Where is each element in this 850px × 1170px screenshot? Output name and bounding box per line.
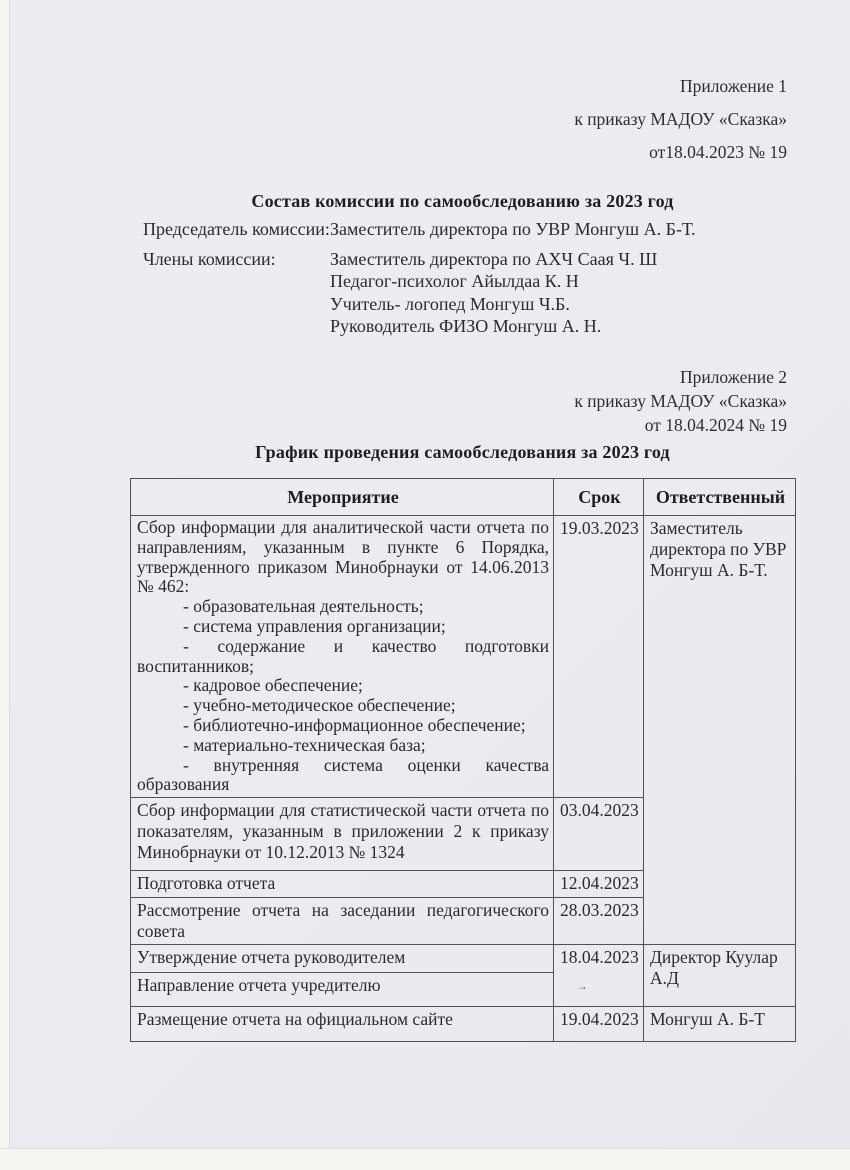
chair-label: Председатель комиссии: <box>143 219 330 239</box>
appendix2-block <box>574 365 787 437</box>
members-label: Члены комиссии: <box>143 248 276 269</box>
member-item: Учитель- логопед Монгуш Ч.Б. <box>330 293 570 314</box>
commission-members-row <box>143 248 793 338</box>
activity-cell-sending: Направление отчета учредителю <box>131 973 554 1007</box>
chair-value: Заместитель директора по УВР Монгуш А. Б-Т. <box>330 219 696 239</box>
activity-cell-review: Рассмотрение отчета на заседании педагогического совета <box>131 898 554 945</box>
commission-chair-row <box>143 218 793 241</box>
appendix1-order-date: от18.04.2023 № 19 <box>649 142 787 162</box>
activity-bullet: - материально-техническая база; <box>183 734 426 755</box>
activity-intro: Сбор информации для аналитической части отчета по направлениям, указанным в пункте 6 Порядка, утвержденного приказом Минобрнауки от 14.06.2013 № 462: <box>137 517 549 597</box>
scan-edge-left <box>0 0 10 1170</box>
header-responsible: Ответственный <box>644 479 796 516</box>
appendix1-title: Приложение 1 <box>679 76 787 96</box>
activity-bullet: - внутренняя система оценки качества образования <box>137 754 549 795</box>
activity-bullet: - библиотечно-информационное обеспечение; <box>183 714 526 735</box>
deadline-cell <box>554 945 644 1007</box>
appendix2-order-date: от 18.04.2024 № 19 <box>644 415 787 435</box>
appendix2-order-ref: к приказу МАДОУ «Сказка» <box>574 391 787 411</box>
activity-bullet: - образовательная деятельность; <box>183 596 424 617</box>
member-item: Педагог-психолог Айылдаа К. Н <box>330 271 579 291</box>
table-row <box>131 516 796 798</box>
scan-edge-bottom <box>0 1148 850 1170</box>
activity-bullet: - содержание и качество подготовки воспитанников; <box>137 635 549 676</box>
member-item: Руководитель ФИЗО Монгуш А. Н. <box>330 316 602 336</box>
responsible-cell: Директор Куулар А.Д <box>644 945 796 1007</box>
table-row <box>131 945 796 973</box>
activity-bullet: - кадровое обеспечение; <box>183 675 363 696</box>
table-row <box>131 1007 796 1042</box>
appendix1-block <box>574 70 787 169</box>
responsible-cell: Монгуш А. Б-Т <box>644 1007 796 1042</box>
member-item: Заместитель директора по АХЧ Саая Ч. Ш <box>330 248 658 269</box>
commission-title: Состав комиссии по самообследованию за 2023 год <box>251 191 674 211</box>
appendix1-order-ref: к приказу МАДОУ «Сказка» <box>574 109 787 129</box>
activity-bullet: - система управления организации; <box>183 615 446 636</box>
deadline-cell: 19.03.2023 <box>554 516 644 798</box>
activity-cell-analytical <box>131 516 554 798</box>
stray-mark: → <box>576 979 588 994</box>
activity-cell-publishing: Размещение отчета на официальном сайте <box>131 1007 554 1042</box>
appendix2-title: Приложение 2 <box>679 367 787 387</box>
schedule-title: График проведения самообследования за 2023 год <box>255 442 670 462</box>
deadline-cell: 12.04.2023 <box>554 871 644 898</box>
header-activity: Мероприятие <box>131 479 554 516</box>
header-deadline: Срок <box>554 479 644 516</box>
activity-bullet: - учебно-методическое обеспечение; <box>183 695 456 716</box>
deadline-cell: 28.03.2023 <box>554 898 644 945</box>
activity-cell-preparation: Подготовка отчета <box>131 871 554 898</box>
responsible-cell: Заместитель директора по УВР Монгуш А. Б-Т. <box>644 516 796 945</box>
activity-cell-statistical: Сбор информации для статистической части отчета по показателям, указанным в приложении 2 к приказу Минобрнауки от 10.12.2013 № 1324 <box>131 798 554 871</box>
table-header-row <box>131 479 796 516</box>
commission-block <box>143 218 793 338</box>
deadline-value: 18.04.2023 <box>560 947 639 968</box>
activity-cell-approval: Утверждение отчета руководителем <box>131 945 554 973</box>
deadline-cell: 19.04.2023 <box>554 1007 644 1042</box>
schedule-table <box>130 478 796 1042</box>
deadline-cell: 03.04.2023 <box>554 798 644 871</box>
members-list <box>330 248 657 338</box>
